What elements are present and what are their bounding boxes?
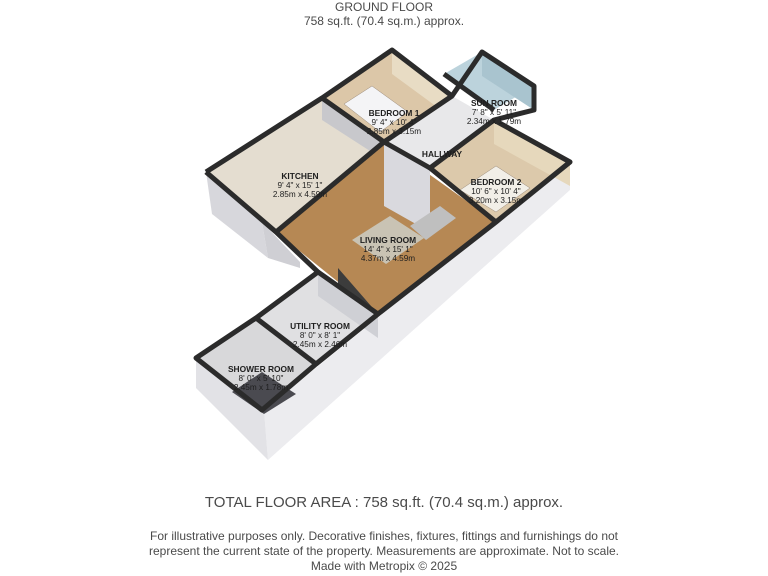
utility-metric: 2.45m x 2.46m [292,340,348,349]
bedroom1-imperial: 9' 4" x 10' 4" [371,118,417,127]
credit-text: Made with Metropix © 2025 [310,559,458,573]
bedroom1-metric: 2.85m x 3.15m [366,127,422,136]
shower-name: SHOWER ROOM [227,364,295,374]
bedroom2-name: BEDROOM 2 [470,177,522,187]
bedroom2-metric: 3.20m x 3.15m [468,196,524,205]
disclaimer-line-2: represent the current state of the property. Measurements are approximate. Not to scale. [148,544,619,558]
living-metric: 4.37m x 4.59m [360,254,416,263]
bedroom1-name: BEDROOM 1 [368,108,420,118]
shower-metric: 2.45m x 1.78m [233,383,289,392]
living-imperial: 14' 4" x 15' 1" [363,245,413,254]
living-name: LIVING ROOM [359,235,417,245]
floor-title: GROUND FLOOR [334,0,433,14]
total-floor-area: TOTAL FLOOR AREA : 758 sq.ft. (70.4 sq.m.) approx. [204,494,564,511]
utility-imperial: 8' 0" x 8' 1" [299,331,341,340]
bedroom2-imperial: 10' 6" x 10' 4" [471,187,521,196]
disclaimer-line-1: For illustrative purposes only. Decorative finishes, fixtures, fittings and furnishings do not [150,529,618,543]
utility-name: UTILITY ROOM [290,321,350,331]
sunroom-imperial: 7' 8" x 5' 11" [471,108,517,117]
floor-area-text: 758 sq.ft. (70.4 sq.m.) approx. [303,14,465,28]
shower-imperial: 8' 0" x 5' 10" [238,374,284,383]
kitchen-metric: 2.85m x 4.59m [272,190,328,199]
sunroom-metric: 2.34m x 1.79m [466,117,522,126]
kitchen-imperial: 9' 4" x 15' 1" [277,181,323,190]
sunroom-name: SUN ROOM [470,98,518,108]
kitchen-name: KITCHEN [281,171,319,181]
hallway-name: HALLWAY [421,149,463,159]
